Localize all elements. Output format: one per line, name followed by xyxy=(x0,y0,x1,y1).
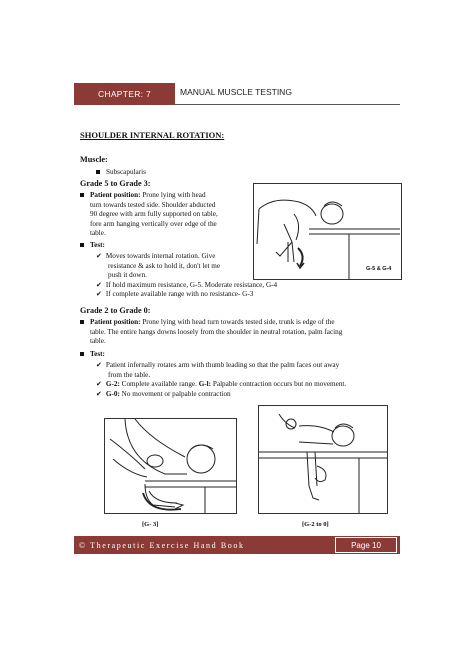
bullet-icon xyxy=(80,243,84,247)
check-icon: ✔ xyxy=(96,252,102,260)
check-text: Patient infernally rotates arm with thumb leading so that the palm faces out away xyxy=(105,361,340,369)
figure-illustration xyxy=(105,419,236,513)
check-text: If complete available range with no resistance- G-3 xyxy=(105,290,254,299)
check-text: Complete available range. xyxy=(119,380,199,389)
page-number-box xyxy=(335,537,397,553)
bullet-icon xyxy=(80,352,84,356)
grade-high-position xyxy=(80,191,250,239)
muscle-name: Subscapularis xyxy=(106,168,146,176)
grade-label: G-0: xyxy=(105,389,120,398)
figure-illustration xyxy=(259,406,387,513)
position-text: 90 degree with arm fully supported on table, xyxy=(90,210,218,219)
figure-label: G-5 & G-4 xyxy=(366,266,392,272)
check-icon: ✔ xyxy=(96,380,102,389)
bullet-icon xyxy=(96,170,100,174)
test-label: Test: xyxy=(90,241,105,249)
grade-high-checks xyxy=(96,252,278,300)
position-text: table. The entire hangs downs loosely from the shoulder in neutral rotation, palm facing xyxy=(90,327,343,336)
test-label: Test: xyxy=(90,350,105,358)
section-title: SHOULDER INTERNAL ROTATION: xyxy=(80,130,225,140)
grade-low-checks xyxy=(96,361,401,399)
grade-low-heading: Grade 2 to Grade 0: xyxy=(80,306,151,315)
copyright-icon: © xyxy=(79,540,87,550)
position-text: Prone lying with head turn towards tested side, trunk is edge of the xyxy=(140,318,335,326)
chapter-label: CHAPTER: 7 xyxy=(97,89,152,99)
grade-low-test xyxy=(80,350,105,360)
check-text: from the table. xyxy=(108,370,151,379)
figure-illustration xyxy=(254,184,401,279)
figure-g5-g4 xyxy=(253,183,402,280)
check-text: If hold maximum resistance, G-5. Moderate resistance, G-4 xyxy=(105,280,278,289)
grade-label: G-2: xyxy=(105,380,120,389)
check-icon: ✔ xyxy=(96,361,102,369)
muscle-heading: Muscle: xyxy=(80,155,108,164)
page-footer xyxy=(74,536,400,554)
position-text: fore arm hanging vertically over edge of the xyxy=(90,219,217,228)
caption-g3: [G- 3] xyxy=(142,521,159,528)
caption-g2-g0: [G-2 to 0] xyxy=(302,521,329,528)
grade-low-position xyxy=(80,318,400,347)
check-text: Moves towards internal rotation. Give xyxy=(105,252,216,260)
check-text: Palpable contraction occurs but no movement. xyxy=(211,380,347,389)
page-number: Page 10 xyxy=(351,540,381,550)
grade-high-test xyxy=(80,241,105,251)
position-text: Prone lying with head xyxy=(140,191,206,199)
figure-g2-g0 xyxy=(258,405,388,514)
footer-title xyxy=(74,541,335,550)
position-text: turn towards tested side. Shoulder abducted xyxy=(90,200,216,209)
check-text: push it down. xyxy=(108,271,147,280)
grade-label: G-l: xyxy=(198,380,212,389)
check-icon: ✔ xyxy=(96,290,102,299)
bullet-icon xyxy=(80,193,84,197)
position-text: table. xyxy=(90,337,106,346)
figure-g3 xyxy=(104,418,237,514)
check-icon: ✔ xyxy=(96,389,102,398)
check-icon: ✔ xyxy=(96,280,102,289)
chapter-badge xyxy=(74,83,175,105)
chapter-title: MANUAL MUSCLE TESTING xyxy=(180,87,292,97)
check-text: resistance & ask to hold it, don't let me xyxy=(108,261,221,270)
check-text: No movement or palpable contraction xyxy=(119,389,231,398)
book-title: Therapeutic Exercise Hand Book xyxy=(90,540,245,550)
position-label: Patient position: xyxy=(90,318,141,326)
position-label: Patient position: xyxy=(90,191,141,199)
bullet-icon xyxy=(80,320,84,324)
header-rule xyxy=(174,104,400,105)
muscle-item xyxy=(96,168,146,178)
position-text: table. xyxy=(90,229,106,238)
grade-high-heading: Grade 5 to Grade 3: xyxy=(80,179,151,188)
